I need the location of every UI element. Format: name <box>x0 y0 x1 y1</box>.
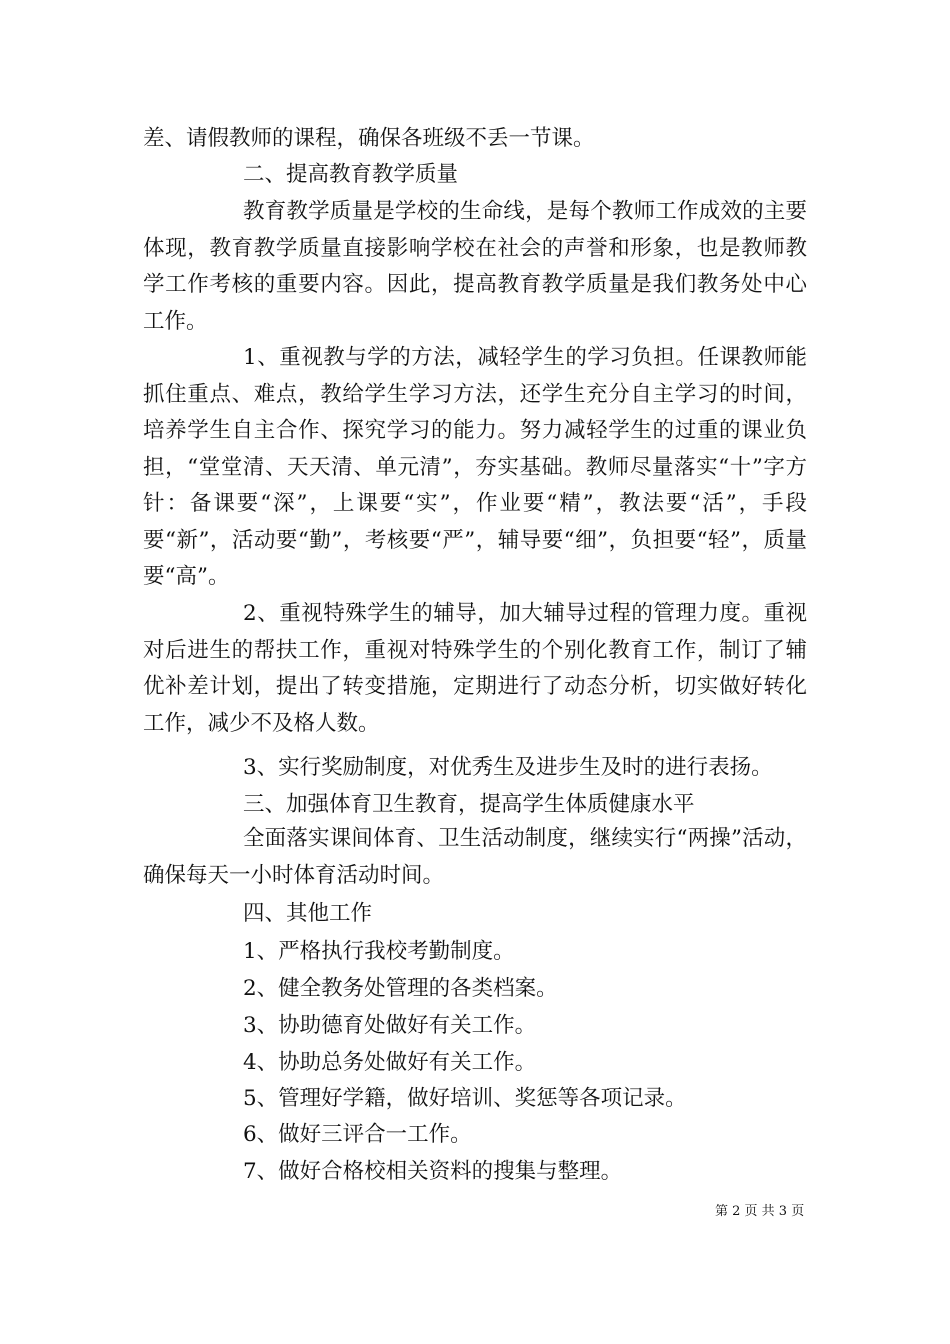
section2-item1-paragraph: 1、重视教与学的方法，减轻学生的学习负担。任课教师能抓住重点、难点，教给学生学习方法，还学生充分自主学习的时间，培养学生自主合作、探究学习的能力。努力减轻学生的过重的课业负担，“堂堂清、天天清、单元清”，夯实基础。教师尽量落实“十”字方针：备课要“深”，上课要“实”，作业要“精”，教法要“活”，手段要“新”，活动要“勤”，考核要“严”，辅导要“细”，负担要“轻”，质量要“高”。 <box>143 345 807 589</box>
section4-heading: 四、其他工作 <box>243 901 373 926</box>
continuation-text: 差、请假教师的课程，确保各班级不丢一节课。 <box>143 126 595 151</box>
section2-item3: 3、实行奖励制度，对优秀生及进步生及时的进行表扬。 <box>243 755 773 780</box>
section4-item: 1、严格执行我校考勤制度。 <box>243 939 515 964</box>
section2-intro-paragraph: 教育教学质量是学校的生命线，是每个教师工作成效的主要体现，教育教学质量直接影响学校在社会的声誉和形象，也是教师教学工作考核的重要内容。因此，提高教育教学质量是我们教务处中心工作。 <box>143 199 807 334</box>
section4-item: 5、管理好学籍，做好培训、奖惩等各项记录。 <box>243 1086 687 1111</box>
section2-item2-paragraph: 2、重视特殊学生的辅导，加大辅导过程的管理力度。重视对后进生的帮扶工作，重视对特殊学生的个别化教育工作，制订了辅优补差计划，提出了转变措施，定期进行了动态分析，切实做好转化工作，减少不及格人数。 <box>143 601 807 736</box>
page-number-footer: 第 2 页 共 3 页 <box>715 1204 805 1219</box>
section4-item: 7、做好合格校相关资料的搜集与整理。 <box>243 1159 623 1184</box>
section4-item: 6、做好三评合一工作。 <box>243 1122 472 1147</box>
section2-heading: 二、提高教育教学质量 <box>243 162 459 187</box>
section3-heading: 三、加强体育卫生教育，提高学生体质健康水平 <box>243 792 695 817</box>
section4-item: 3、协助德育处做好有关工作。 <box>243 1013 537 1038</box>
section4-item: 2、健全教务处管理的各类档案。 <box>243 976 558 1001</box>
section3-paragraph: 全面落实课间体育、卫生活动制度，继续实行“两操”活动，确保每天一小时体育活动时间。 <box>143 826 807 888</box>
section4-item: 4、协助总务处做好有关工作。 <box>243 1050 537 1075</box>
